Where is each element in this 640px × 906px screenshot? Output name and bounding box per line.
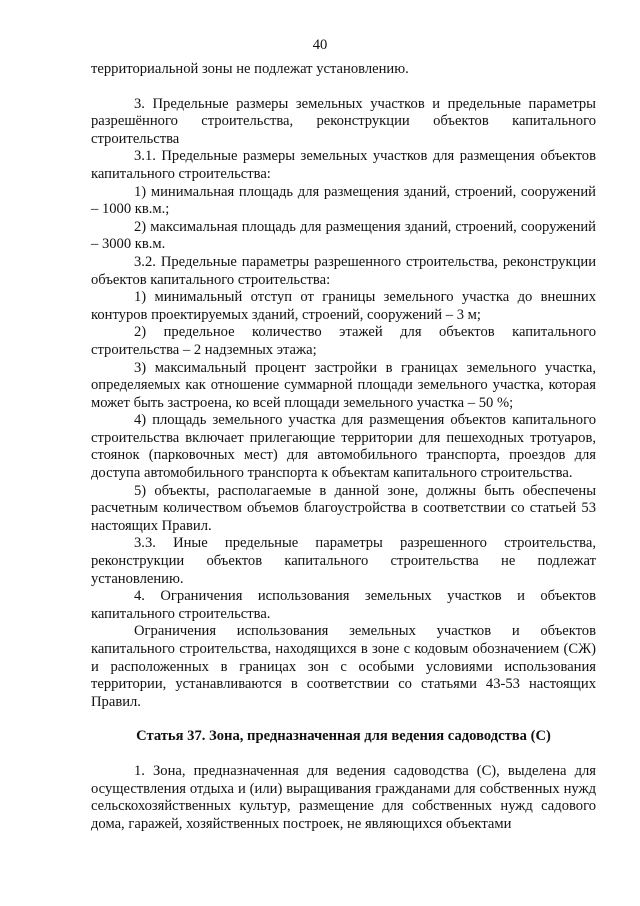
paragraph-min-setback: 1) минимальный отступ от границы земельного участка до внешних контуров проектируемых зданий, строений, сооружений – 3 м; — [91, 289, 596, 323]
paragraph-max-coverage: 3) максимальный процент застройки в границах земельного участка, определяемых как отношение суммарной площади земельного участка, которая может быть застроена, ко всей площади земельного участка – 50 %; — [91, 359, 596, 411]
paragraph-gap — [91, 746, 596, 763]
paragraph-section-3-2: 3.2. Предельные параметры разрешенного строительства, реконструкции объектов капитального строительства: — [91, 253, 596, 288]
paragraph-max-floors: 2) предельное количество этажей для объектов капитального строительства – 2 надземных этажа; — [91, 324, 596, 358]
paragraph-article-37-1: 1. Зона, предназначенная для ведения садоводства (С), выделена для осуществления отдыха и (или) выращивания гражданами для собственных нужд сельскохозяйственных культур, размещение для собственных нужд садового дома, гаражей, хозяйственных построек, не являющихся объектами — [91, 762, 596, 832]
paragraph-max-area: 2) максимальная площадь для размещения зданий, строений, сооружений – 3000 кв.м. — [91, 218, 596, 253]
paragraph-site-area: 4) площадь земельного участка для размещения объектов капитального строительства включает прилегающие территории для пешеходных тротуаров, стоянок (парковочных мест) для автомобильного транспорта, проездов для доступа автомобильного транспорта к объектам капитального строительства. — [91, 412, 596, 482]
paragraph-min-area: 1) минимальная площадь для размещения зданий, строений, сооружений – 1000 кв.м.; — [91, 183, 596, 218]
paragraph-section-3-1: 3.1. Предельные размеры земельных участков для размещения объектов капитального строительства: — [91, 148, 596, 182]
paragraph-section-3-3: 3.3. Иные предельные параметры разрешенного строительства, реконструкции объектов капитального строительства не подлежат установлению. — [91, 535, 596, 587]
page-number: 40 — [312, 37, 328, 53]
paragraph-section-4: 4. Ограничения использования земельных участков и объектов капитального строительства. — [91, 588, 596, 622]
paragraph-section-3: 3. Предельные размеры земельных участков и предельные параметры разрешённого строительства, реконструкции объектов капитального строительства — [91, 95, 596, 147]
article-heading: Статья 37. Зона, предназначенная для ведения садоводства (С) — [136, 728, 551, 745]
paragraph-landscaping: 5) объекты, располагаемые в данной зоне, должны быть обеспечены расчетным количеством объемов благоустройства в соответствии со статьей 53 настоящих Правил. — [91, 482, 596, 534]
paragraph-restrictions: Ограничения использования земельных участков и объектов капитального строительства, находящихся в зоне с кодовым обозначением (СЖ) и расположенных в границах зон с особыми условиями использования территории, устанавливаются в соответствии со статьями 43-53 настоящих Правил. — [91, 623, 596, 710]
paragraph-gap — [91, 79, 596, 96]
paragraph-gap — [91, 711, 596, 728]
document-body — [91, 61, 596, 833]
paragraph-territorial-zone: территориальной зоны не подлежат установлению. — [91, 61, 409, 77]
